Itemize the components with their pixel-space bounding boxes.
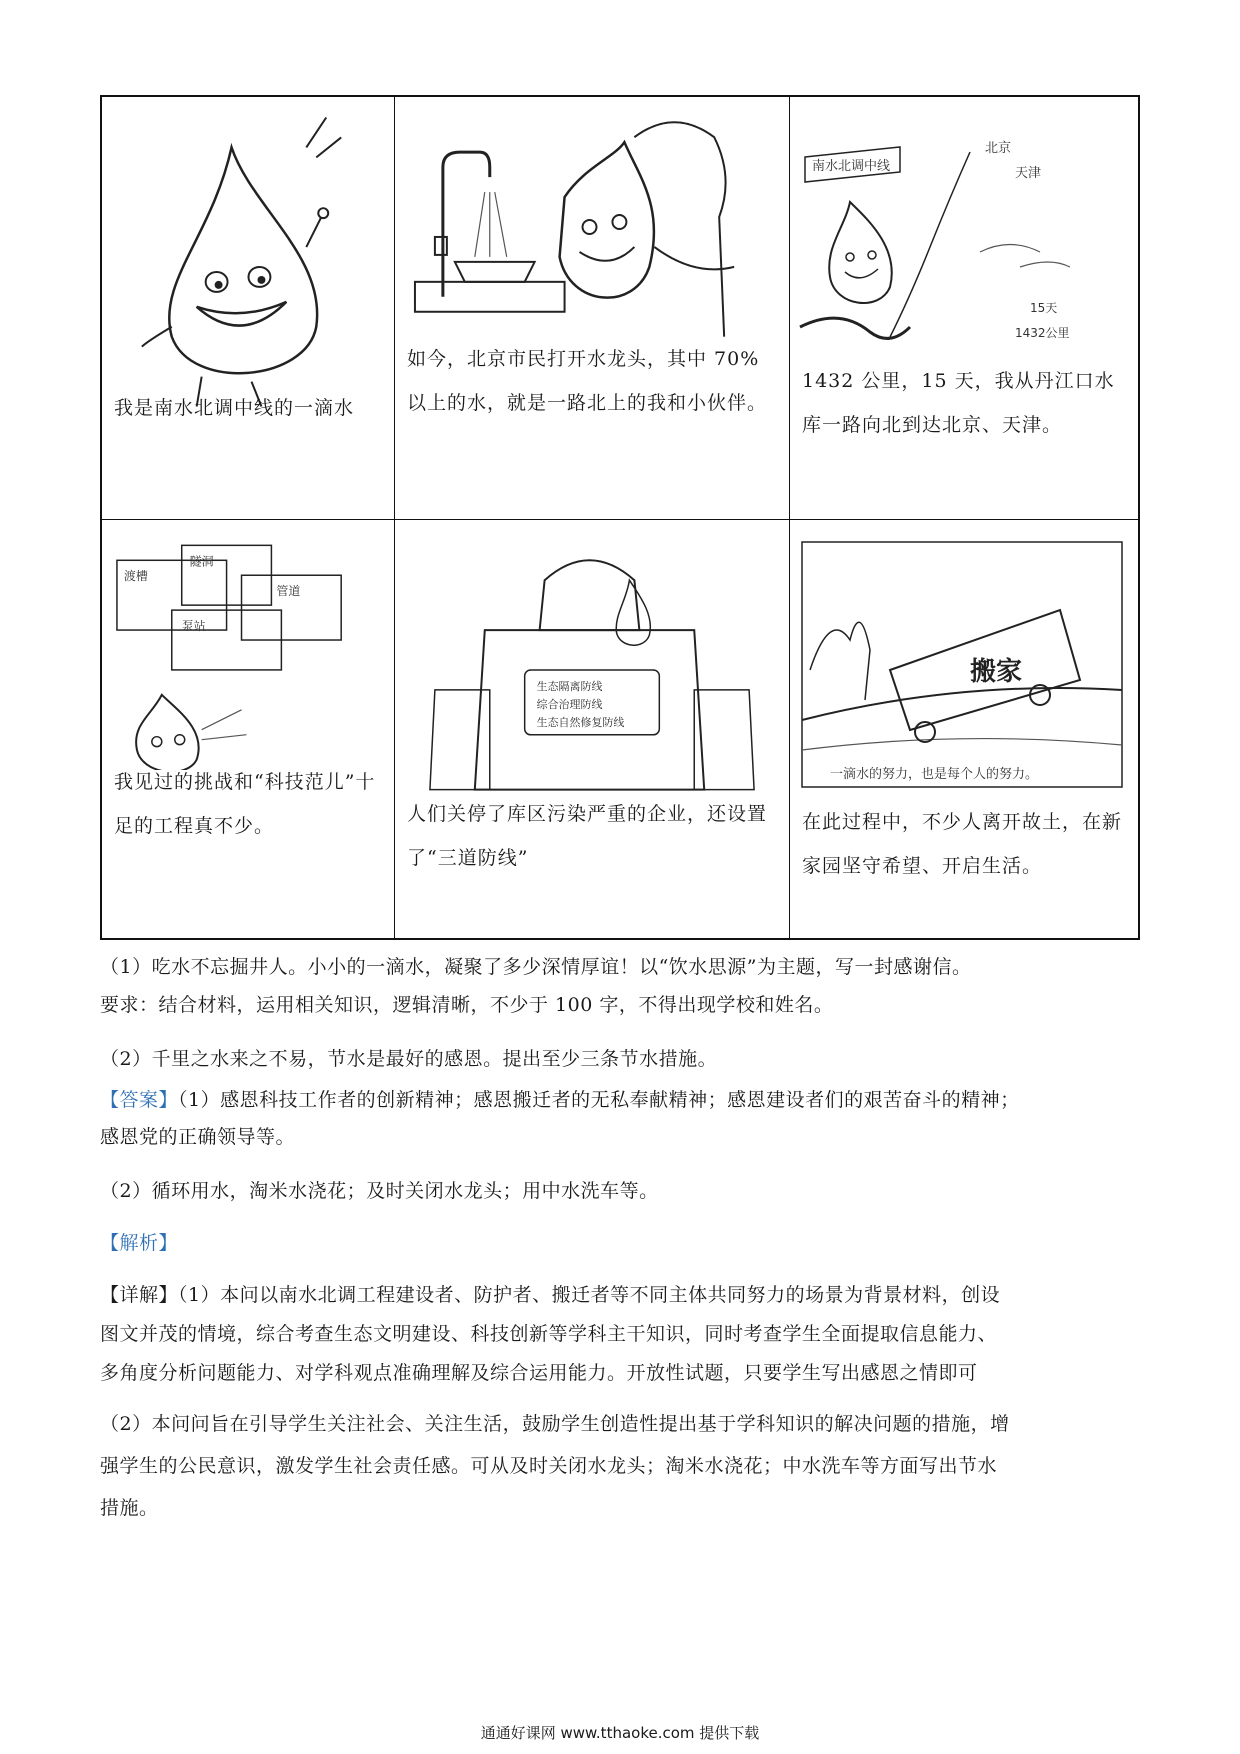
water-drop-illustration	[102, 97, 394, 427]
detail-2-line-2: 强学生的公民意识，激发学生社会责任感。可从及时关闭水龙头；淘米水浇花；中水洗车等方面写出节水	[100, 1455, 998, 1477]
question-2: （2）千里之水来之不易，节水是最好的感恩。提出至少三条节水措施。	[100, 1048, 718, 1070]
detail-line-1	[100, 1280, 1140, 1310]
panel-caption: 我见过的挑战和“科技范儿”十足的工程真不少。	[114, 771, 376, 837]
question-1-line-1: （1）吃水不忘掘井人。小小的一滴水，凝聚了多少深情厚谊！以“饮水思源”为主题，写一封感谢信。	[100, 956, 972, 978]
analysis-tag: 【解析】	[100, 1232, 179, 1254]
panel-caption: 人们关停了库区污染严重的企业，还设置了“三道防线”	[407, 803, 768, 869]
answer-1-text: （1）感恩科技工作者的创新精神；感恩搬迁者的无私奉献精神；感恩建设者们的艰苦奋斗的精神；	[178, 1089, 1020, 1111]
answer-tag: 【答案】	[100, 1089, 179, 1111]
relocation-truck-illustration	[790, 520, 1138, 795]
panel-1	[102, 97, 395, 520]
faucet-and-woman-illustration	[395, 97, 789, 337]
sketch-label: 渡槽	[123, 569, 148, 584]
armored-guardians-illustration	[395, 520, 789, 800]
defense-line-3: 生态自然修复防线	[536, 715, 625, 729]
map-beijing-label: 北京	[985, 141, 1012, 156]
map-distance-label: 1432公里	[1015, 326, 1070, 340]
panel-3	[790, 97, 1138, 520]
panel-caption: 如今，北京市民打开水龙头，其中 70%以上的水，就是一路北上的我和小伙伴。	[407, 348, 768, 414]
detail-2-line-1: （2）本问问旨在引导学生关注社会、关注生活，鼓励学生创造性提出基于学科知识的解决问题的措施，增	[100, 1413, 1010, 1435]
answer-2: （2）循环用水，淘米水浇花；及时关闭水龙头；用中水洗车等。	[100, 1180, 659, 1202]
scene-text: 一滴水的努力，也是每个人的努力。	[830, 767, 1039, 782]
map-days-label: 15天	[1030, 301, 1058, 315]
detail-line-3: 多角度分析问题能力、对学科观点准确理解及综合运用能力。开放性试题，只要学生写出感恩之情即可	[100, 1362, 978, 1384]
page-footer: 通通好课网 www.tthaoke.com 提供下载	[480, 1724, 760, 1742]
map-tianjin-label: 天津	[1015, 166, 1042, 181]
panel-caption: 我是南水北调中线的一滴水	[114, 397, 355, 419]
comic-grid	[100, 95, 1140, 940]
detail-tag: 【详解】	[100, 1284, 179, 1306]
detail-1-text: （1）本问以南水北调工程建设者、防护者、搬迁者等不同主体共同努力的场景为背景材料，创设	[178, 1284, 1001, 1306]
sketch-label: 泵站	[181, 619, 206, 634]
map-banner-label: 南水北调中线	[812, 159, 891, 174]
answer-line-2: 感恩党的正确领导等。	[100, 1126, 296, 1148]
sketch-label: 管道	[276, 584, 301, 599]
panel-caption: 1432 公里，15 天，我从丹江口水库一路向北到达北京、天津。	[802, 370, 1115, 436]
panel-5	[395, 520, 790, 938]
defense-line-2: 综合治理防线	[536, 697, 603, 711]
panel-caption: 在此过程中，不少人离开故土，在新家园坚守希望、开启生活。	[802, 811, 1123, 877]
question-1-line-2: 要求：结合材料，运用相关知识，逻辑清晰，不少于 100 字，不得出现学校和姓名。	[100, 994, 834, 1016]
truck-label: 搬家	[970, 657, 1023, 687]
sketch-label: 隧洞	[189, 554, 214, 569]
panel-4	[102, 520, 395, 938]
detail-2-line-3: 措施。	[100, 1497, 159, 1519]
engineering-sketches-illustration	[102, 520, 394, 770]
panel-6	[790, 520, 1138, 938]
route-map-illustration	[790, 97, 1138, 367]
answer-line-1	[100, 1085, 1140, 1115]
panel-2	[395, 97, 790, 520]
defense-line-1: 生态隔离防线	[536, 679, 603, 693]
detail-line-2: 图文并茂的情境，综合考查生态文明建设、科技创新等学科主干知识，同时考查学生全面提取信息能力、	[100, 1323, 998, 1345]
